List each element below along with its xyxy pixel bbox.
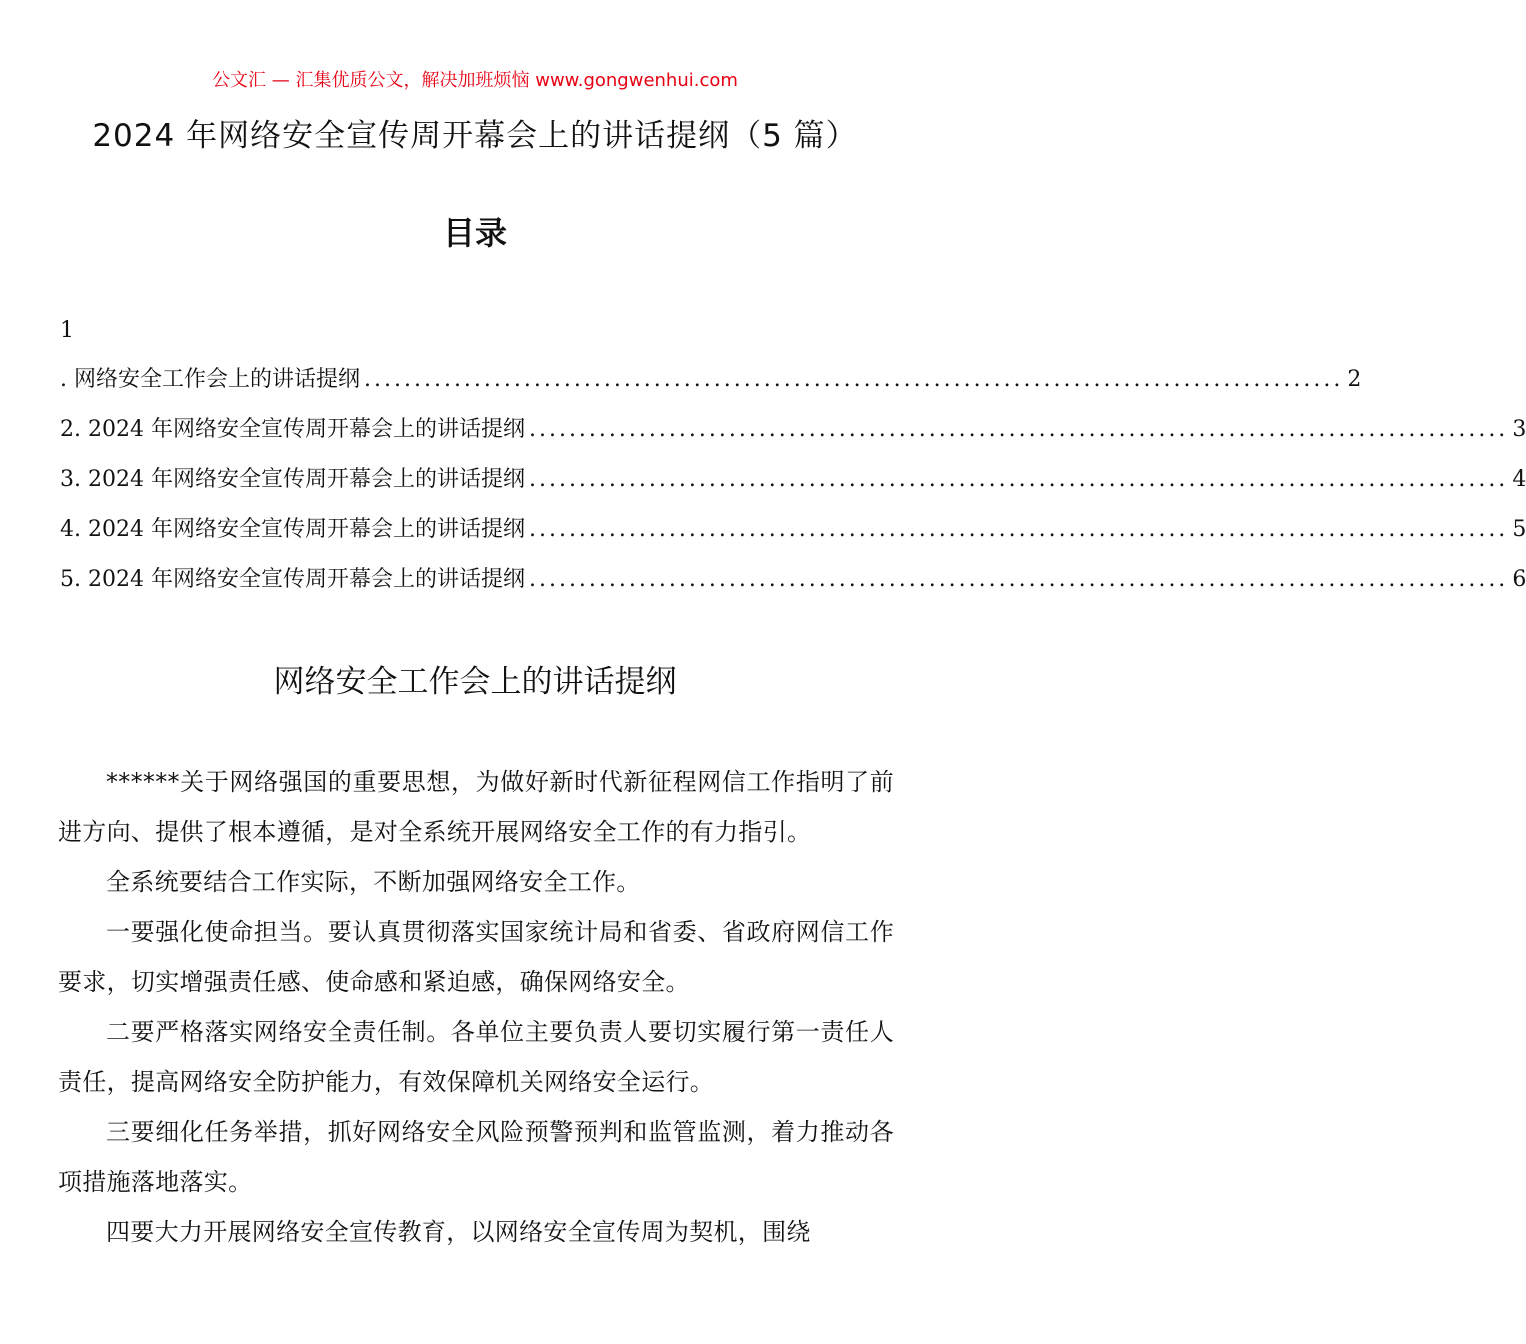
toc-leader-dots: ..................................................................................................: [528, 517, 1509, 542]
toc-entry-title: 5. 2024 年网络安全宣传周开幕会上的讲话提纲: [60, 567, 525, 592]
paragraph: 一要强化使命担当。要认真贯彻落实国家统计局和省委、省政府网信工作要求，切实增强责任感、使命感和紧迫感，确保网络安全。: [58, 918, 894, 996]
table-of-contents: [60, 362, 1526, 612]
paragraph: 二要严格落实网络安全责任制。各单位主要负责人要切实履行第一责任人责任，提高网络安全防护能力，有效保障机关网络安全运行。: [58, 1018, 894, 1096]
toc-entry-page: 2: [1347, 367, 1362, 392]
paragraph: 三要细化任务举措，抓好网络安全风险预警预判和监管监测，着力推动各项措施落地落实。: [58, 1118, 894, 1196]
header-banner[interactable]: 公文汇 — 汇集优质公文，解决加班烦恼 www.gongwenhui.com: [212, 70, 738, 91]
toc-first-number: 1: [60, 318, 74, 343]
document-title: 2024 年网络安全宣传周开幕会上的讲话提纲（5 篇）: [92, 118, 858, 154]
toc-entry-page: 5: [1512, 517, 1526, 542]
paragraph: 四要大力开展网络安全宣传教育，以网络安全宣传周为契机，围绕: [106, 1218, 811, 1246]
section-title: 网络安全工作会上的讲话提纲: [273, 664, 677, 700]
toc-entry[interactable]: [60, 562, 1526, 612]
toc-entry[interactable]: [60, 412, 1526, 462]
toc-entry-page: 3: [1512, 417, 1526, 442]
toc-leader-dots: ..................................................................................................: [528, 567, 1509, 592]
toc-entry-page: 6: [1512, 567, 1526, 592]
toc-entry-title: 2. 2024 年网络安全宣传周开幕会上的讲话提纲: [60, 417, 525, 442]
toc-heading: 目录: [442, 214, 507, 252]
paragraph: ******关于网络强国的重要思想，为做好新时代新征程网信工作指明了前进方向、提供了根本遵循，是对全系统开展网络安全工作的有力指引。: [58, 768, 894, 846]
toc-entry-title: 3. 2024 年网络安全宣传周开幕会上的讲话提纲: [60, 467, 525, 492]
toc-entry[interactable]: [60, 512, 1526, 562]
paragraph: 全系统要结合工作实际，不断加强网络安全工作。: [106, 868, 641, 896]
toc-entry-title: . 网络安全工作会上的讲话提纲: [60, 367, 360, 392]
toc-leader-dots: ..................................................................................................: [364, 367, 1344, 392]
toc-entry[interactable]: [60, 462, 1526, 512]
toc-entry[interactable]: [60, 362, 1362, 412]
toc-leader-dots: ..................................................................................................: [528, 417, 1509, 442]
toc-entry-title: 4. 2024 年网络安全宣传周开幕会上的讲话提纲: [60, 517, 525, 542]
toc-entry-page: 4: [1512, 467, 1526, 492]
body-text: [58, 757, 894, 1257]
toc-leader-dots: ..................................................................................................: [528, 467, 1509, 492]
